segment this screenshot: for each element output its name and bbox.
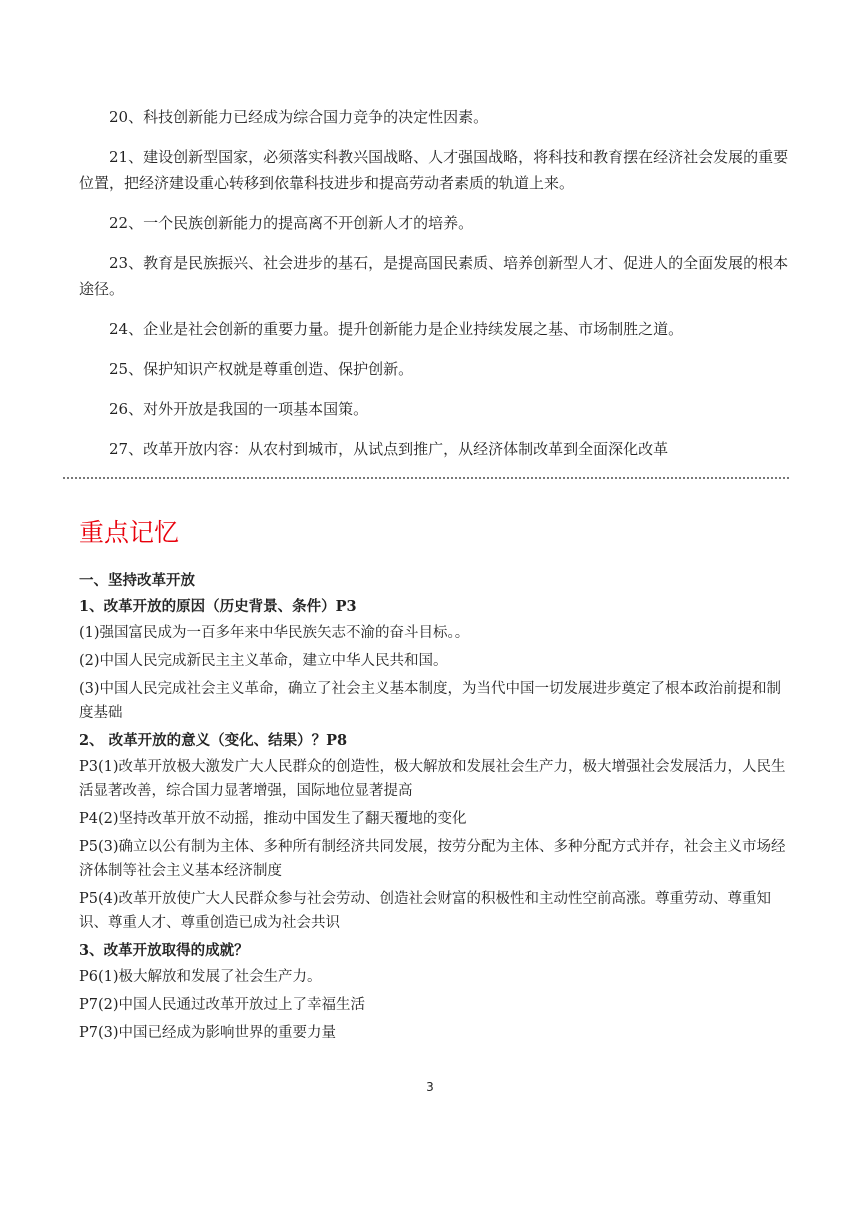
list-item: P6(1)极大解放和发展了社会生产力。 — [79, 969, 322, 985]
list-item: (3)中国人民完成社会主义革命，确立了社会主义基本制度，为当代中国一切发展进步奠定了根本政治前提和制度基础 — [79, 681, 782, 721]
top-list — [79, 104, 789, 476]
list-item: (2)中国人民完成新民主主义革命，建立中华人民共和国。 — [79, 653, 448, 669]
list-item: P3(1)改革开放极大激发广大人民群众的创造性，极大解放和发展社会生产力，极大增强社会发展活力，人民生活显著改善，综合国力显著增强，国际地位显著提高 — [79, 759, 786, 799]
list-item: 22、一个民族创新能力的提高离不开创新人才的培养。 — [109, 214, 474, 232]
list-item: P4(2)坚持改革开放不动摇，推动中国发生了翻天覆地的变化 — [79, 811, 467, 827]
list-item: 21、建设创新型国家，必须落实科教兴国战略、人才强国战略，将科技和教育摆在经济社会发展的重要位置，把经济建设重心转移到依靠科技进步和提高劳动者素质的轨道上来。 — [79, 148, 789, 192]
list-item: 25、保护知识产权就是尊重创造、保护创新。 — [109, 360, 414, 378]
list-item: P5(3)确立以公有制为主体、多种所有制经济共同发展，按劳分配为主体、多种分配方式并存，社会主义市场经济体制等社会主义基本经济制度 — [79, 839, 786, 879]
key-points-body — [79, 569, 791, 1049]
list-item: 20、科技创新能力已经成为综合国力竞争的决定性因素。 — [109, 108, 489, 126]
list-item: 26、对外开放是我国的一项基本国策。 — [109, 400, 369, 418]
question-3-title: 3、改革开放取得的成就？ — [79, 942, 249, 959]
question-2-title: 2、 改革开放的意义（变化、结果）？P8 — [79, 732, 348, 749]
page-number: 3 — [426, 1080, 434, 1094]
list-item: 23、教育是民族振兴、社会进步的基石，是提高国民素质、培养创新型人才、促进人的全面发展的根本途径。 — [79, 254, 789, 298]
list-item: 24、企业是社会创新的重要力量。提升创新能力是企业持续发展之基、市场制胜之道。 — [109, 320, 684, 338]
list-item: 27、改革开放内容：从农村到城市，从试点到推广，从经济体制改革到全面深化改革 — [109, 440, 669, 458]
list-item: P7(3)中国已经成为影响世界的重要力量 — [79, 1025, 337, 1041]
question-1-title: 1、改革开放的原因（历史背景、条件）P3 — [79, 598, 357, 615]
list-item: P7(2)中国人民通过改革开放过上了幸福生活 — [79, 997, 366, 1013]
section-title: 重点记忆 — [79, 518, 180, 547]
list-item: (1)强国富民成为一百多年来中华民族矢志不渝的奋斗目标。。 — [79, 625, 470, 641]
list-item: P5(4)改革开放使广大人民群众参与社会劳动、创造社会财富的积极性和主动性空前高涨。尊重劳动、尊重知识、尊重人才、尊重创造已成为社会共识 — [79, 891, 772, 931]
dotted-separator — [63, 477, 789, 479]
main-heading: 一、坚持改革开放 — [79, 572, 195, 589]
